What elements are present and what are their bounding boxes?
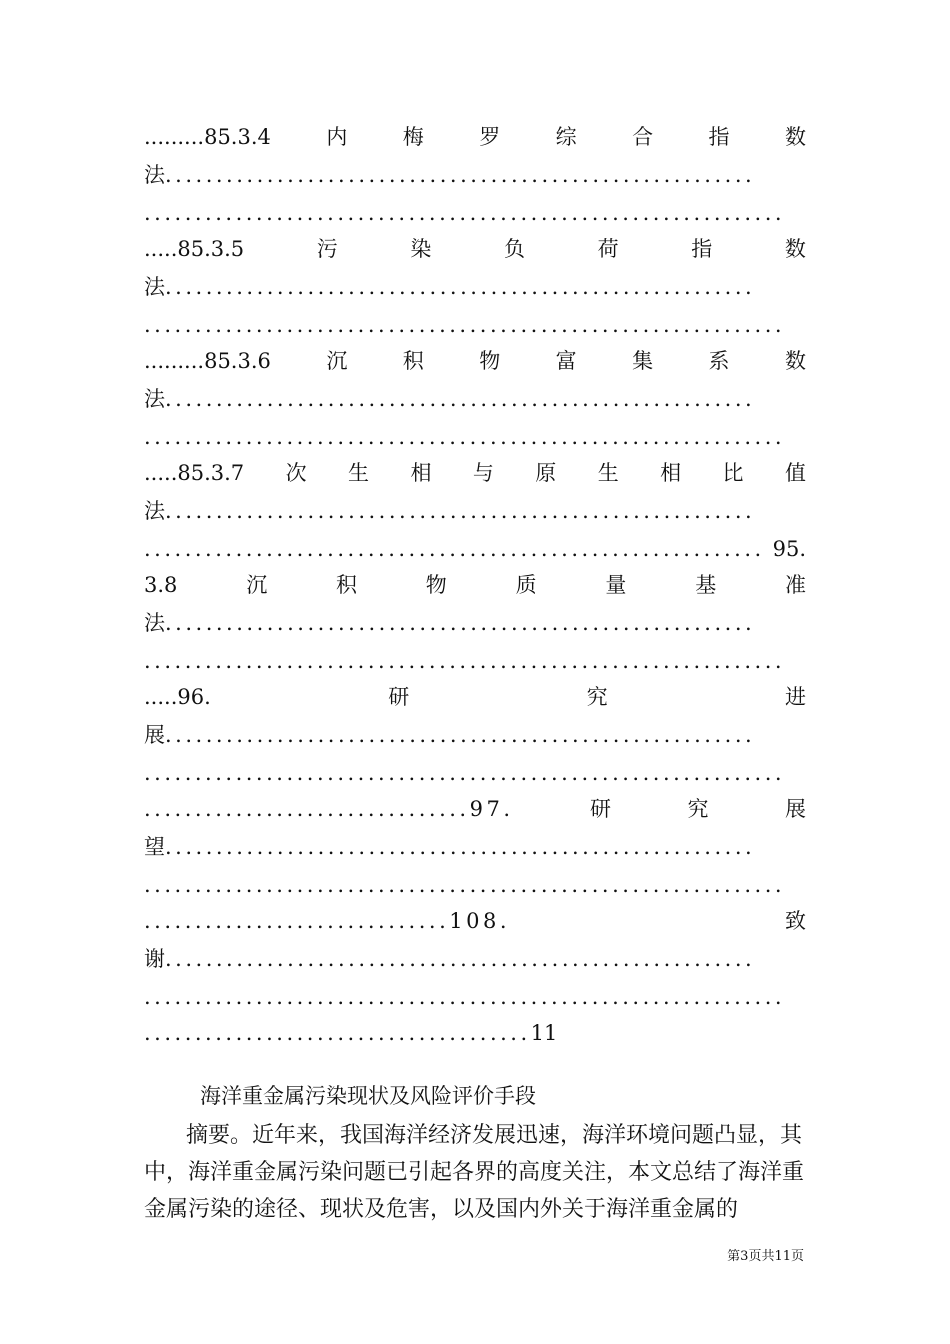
toc-dots: ...............................................................: [144, 313, 786, 337]
toc-char: 究: [687, 797, 709, 821]
toc-char: 梅: [402, 125, 424, 149]
toc-char: 污: [316, 237, 338, 261]
toc-row: 法..........................................................: [144, 275, 756, 299]
toc-char: 展: [784, 797, 806, 821]
toc-page-number: 11: [530, 1021, 558, 1045]
toc-char: 荷: [597, 237, 619, 261]
toc-row: 法..........................................................: [144, 387, 756, 411]
toc-char: 负: [504, 237, 526, 261]
toc-row: [144, 792, 806, 826]
toc-char: 研: [388, 685, 410, 709]
toc-char: 沉: [326, 349, 348, 373]
toc-char: 望: [144, 835, 165, 859]
toc-char: 法: [144, 275, 165, 299]
toc-dots: ...............................................................: [144, 201, 786, 225]
toc-char: 次: [285, 461, 307, 485]
toc-char: 相: [410, 461, 432, 485]
toc-char: 质: [515, 573, 537, 597]
toc-char: 合: [632, 125, 654, 149]
toc-char: 富: [555, 349, 577, 373]
toc-char: 积: [336, 573, 357, 597]
toc-row: [144, 232, 806, 266]
toc-number: ..............................108.: [144, 909, 511, 933]
toc-row: 谢..........................................................: [144, 947, 756, 971]
toc-number: 3.8: [144, 573, 178, 597]
toc-row: [144, 568, 806, 602]
toc-char: 进: [785, 685, 806, 709]
toc-row: 法..........................................................: [144, 611, 756, 635]
toc-number: ................................97.: [144, 797, 514, 821]
page-footer: 第3页共11页: [727, 1249, 804, 1264]
toc-char: 系: [708, 349, 730, 373]
toc-row: [144, 120, 806, 154]
toc-char: 罗: [479, 125, 501, 149]
toc-row: [144, 680, 806, 714]
abstract-paragraph: 摘要。近年来，我国海洋经济发展迅速，海洋环境问题凸显，其中，海洋重金属污染问题已引起各界的高度关注，本文总结了海洋重金属污染的途径、现状及危害，以及国内外关于海洋重金属的: [144, 1123, 805, 1222]
toc-row: [144, 456, 806, 490]
toc-row: [144, 344, 806, 378]
toc-char: 沉: [246, 573, 268, 597]
toc-row: [144, 904, 806, 938]
toc-row: ............................................................. 95.: [144, 532, 806, 566]
toc-dots: ...............................................................: [144, 985, 786, 1009]
toc-char: 基: [695, 573, 717, 597]
toc-char: 染: [410, 237, 432, 261]
toc-char: 物: [425, 573, 447, 597]
toc-char: 指: [691, 237, 713, 261]
toc-row: ......................................11: [144, 1021, 558, 1045]
toc-number: .....85.3.7: [144, 461, 245, 485]
toc-char: 展: [144, 723, 165, 747]
toc-char: 法: [144, 387, 165, 411]
toc-char: 生: [348, 461, 370, 485]
toc-dots: ...............................................................: [144, 873, 786, 897]
toc-dots: ...............................................................: [144, 761, 786, 785]
toc-char: 综: [555, 125, 577, 149]
toc-char: 值: [784, 461, 806, 485]
toc-char: 与: [472, 461, 494, 485]
toc-char: 准: [784, 573, 806, 597]
toc-char: 数: [784, 349, 806, 373]
toc-dots: ...............................................................: [144, 425, 786, 449]
toc-page-number: 95.: [771, 532, 806, 566]
toc-char: 数: [784, 125, 806, 149]
toc-char: 指: [708, 125, 730, 149]
toc-char: 积: [402, 349, 424, 373]
toc-char: 谢: [144, 947, 165, 971]
toc-char: 生: [597, 461, 619, 485]
toc-char: 法: [144, 499, 165, 523]
toc-char: 原: [535, 461, 557, 485]
toc-number: .....96.: [144, 685, 211, 709]
toc-char: 究: [586, 685, 608, 709]
toc-dots: ...............................................................: [144, 649, 786, 673]
toc-char: 致: [785, 909, 806, 933]
toc-char: 量: [605, 573, 627, 597]
document-title: 海洋重金属污染现状及风险评价手段: [200, 1084, 536, 1108]
toc-number: .....85.3.5: [144, 237, 245, 261]
toc-row: 望..........................................................: [144, 835, 756, 859]
toc-char: 物: [479, 349, 501, 373]
toc-number: .........85.3.6: [144, 349, 271, 373]
toc-char: 数: [784, 237, 806, 261]
toc-row: 法..........................................................: [144, 163, 756, 187]
toc-char: 相: [660, 461, 682, 485]
toc-char: 研: [590, 797, 611, 821]
toc-char: 内: [326, 125, 348, 149]
toc-row: 法..........................................................: [144, 499, 756, 523]
toc-char: 集: [632, 349, 654, 373]
toc-char: 法: [144, 163, 165, 187]
toc-char: 法: [144, 611, 165, 635]
toc-number: .........85.3.4: [144, 125, 271, 149]
toc-row: 展..........................................................: [144, 723, 756, 747]
toc-char: 比: [722, 461, 744, 485]
